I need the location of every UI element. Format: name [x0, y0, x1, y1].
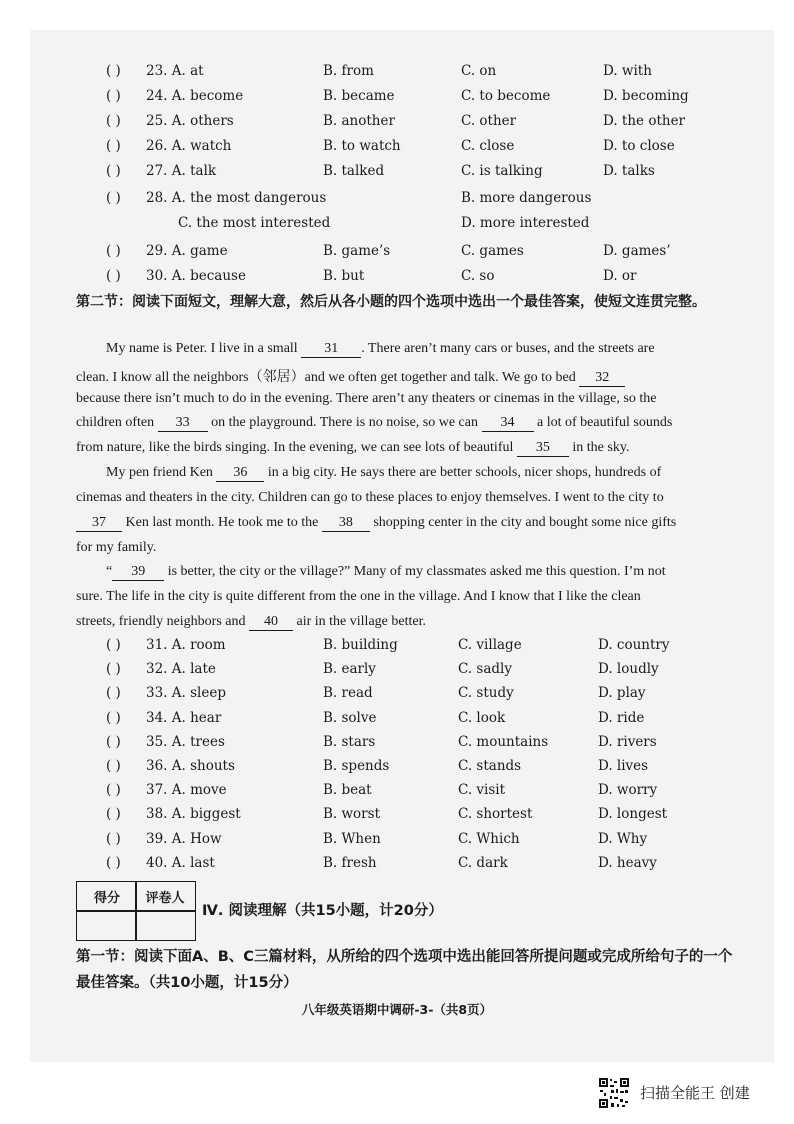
- option-a: 38. A. biggest: [146, 806, 241, 823]
- option-c: C. sadly: [458, 661, 512, 678]
- option-a: 40. A. last: [146, 854, 215, 871]
- option-c: C. village: [458, 637, 522, 653]
- text: “: [106, 564, 113, 579]
- option-a: 32. A. late: [146, 661, 216, 678]
- option-c: C. on: [461, 63, 497, 79]
- option-b: B. building: [323, 637, 398, 653]
- option-b: B. fresh: [323, 854, 377, 871]
- option-c: C. so: [461, 268, 495, 284]
- option-d: D. the other: [603, 113, 686, 129]
- answer-paren[interactable]: ( ): [106, 63, 121, 79]
- option-b: B. talked: [323, 163, 385, 179]
- text: sure. The life in the city is quite different from the one in the village. And I know that I like the clean: [76, 589, 641, 604]
- option-b: B. stars: [323, 733, 376, 750]
- option-b: B. to watch: [323, 138, 401, 154]
- option-d: D. lives: [598, 758, 649, 774]
- option-a: 29. A. game: [146, 243, 228, 259]
- option-b: B. another: [323, 113, 395, 129]
- answer-paren[interactable]: ( ): [106, 268, 121, 284]
- passage-line: [76, 515, 726, 532]
- option-a: 33. A. sleep: [146, 685, 226, 702]
- answer-paren[interactable]: ( ): [106, 806, 121, 823]
- option-d: D. Why: [598, 830, 648, 847]
- score-box-divider: [77, 910, 195, 912]
- text: in the sky.: [572, 440, 630, 455]
- grader-label: 评卷人: [145, 891, 185, 906]
- option-a: 39. A. How: [146, 830, 222, 847]
- blank-35: 35: [517, 440, 569, 457]
- option-c: C. is talking: [461, 163, 543, 179]
- option-d: D. ride: [598, 709, 645, 726]
- option-b: B. became: [323, 88, 395, 104]
- text: clean. I know all the neighbors（邻居）and we often get together and talk. We go to bed: [76, 370, 576, 385]
- text: streets, friendly neighbors and: [76, 614, 246, 629]
- text: children often: [76, 415, 155, 430]
- option-c: C. visit: [458, 782, 506, 799]
- option-d: D. with: [603, 63, 652, 79]
- answer-paren[interactable]: ( ): [106, 88, 121, 104]
- blank-36: 36: [216, 465, 264, 482]
- option-a: 27. A. talk: [146, 163, 217, 179]
- answer-paren[interactable]: ( ): [106, 637, 121, 653]
- passage-line: [76, 415, 726, 432]
- option-c: C. mountains: [458, 733, 549, 750]
- option-c: C. to become: [461, 88, 551, 104]
- option-a: 34. A. hear: [146, 709, 222, 726]
- blank-37: 37: [76, 515, 122, 532]
- passage-line: [76, 564, 726, 581]
- option-d: D. talks: [603, 163, 655, 179]
- option-c: C. other: [461, 113, 517, 129]
- option-a: 37. A. move: [146, 782, 227, 799]
- blank-38: 38: [322, 515, 370, 532]
- answer-paren[interactable]: ( ): [106, 243, 121, 259]
- option-d: D. to close: [603, 138, 675, 154]
- text: My name is Peter. I live in a small: [106, 341, 298, 356]
- text: a lot of beautiful sounds: [537, 415, 673, 430]
- score-box: [76, 881, 196, 941]
- blank-31: 31: [301, 341, 361, 358]
- option-c: C. study: [458, 685, 514, 702]
- answer-paren[interactable]: ( ): [106, 113, 121, 129]
- watermark-text: 扫描全能王 创建: [640, 1084, 750, 1102]
- option-a: 28. A. the most dangerous: [146, 190, 327, 206]
- answer-paren[interactable]: ( ): [106, 854, 121, 871]
- option-b: B. beat: [323, 782, 372, 799]
- option-a: 26. A. watch: [146, 138, 232, 154]
- option-b: B. game’s: [323, 243, 391, 259]
- option-b: B. but: [323, 268, 365, 284]
- option-d: D. play: [598, 685, 646, 702]
- option-d: D. becoming: [603, 88, 689, 104]
- text: shopping center in the city and bought some nice gifts: [373, 515, 677, 530]
- text: cinemas and theaters in the city. Children can go to these places to enjoy themselves. I went to the city to: [76, 490, 664, 505]
- option-a: 25. A. others: [146, 113, 234, 129]
- text: is better, the city or the village?” Many of my classmates asked me this question. I’m not: [167, 564, 666, 579]
- answer-paren[interactable]: ( ): [106, 661, 121, 678]
- option-d: D. heavy: [598, 854, 657, 871]
- passage-line: [76, 366, 726, 387]
- passage-line: [76, 540, 726, 556]
- text: . There aren’t many cars or buses, and the streets are: [361, 341, 655, 356]
- option-b: B. read: [323, 685, 373, 702]
- qr-code-icon: [598, 1077, 630, 1109]
- option-d: D. or: [603, 268, 637, 284]
- option-d: D. loudly: [598, 661, 659, 678]
- option-d: D. worry: [598, 782, 658, 799]
- option-c: C. close: [461, 138, 515, 154]
- option-c: C. look: [458, 709, 506, 726]
- option-c: C. games: [461, 243, 524, 259]
- passage-line: [76, 341, 726, 358]
- answer-paren[interactable]: ( ): [106, 138, 121, 154]
- passage-line: [76, 614, 726, 631]
- text: because there isn’t much to do in the evening. There aren’t any theaters or cinemas in the village, so the: [76, 391, 657, 406]
- option-b: B. from: [323, 63, 374, 79]
- passage-line: [76, 589, 726, 605]
- answer-paren[interactable]: ( ): [106, 163, 121, 179]
- answer-paren[interactable]: ( ): [106, 709, 121, 726]
- answer-paren[interactable]: ( ): [106, 685, 121, 702]
- option-b: B. early: [323, 661, 376, 678]
- passage-line: [76, 490, 726, 506]
- option-a: 35. A. trees: [146, 733, 225, 750]
- passage-line: [76, 465, 726, 482]
- option-c: C. shortest: [458, 806, 533, 823]
- option-a: 36. A. shouts: [146, 758, 235, 774]
- score-label: 得分: [93, 891, 120, 906]
- answer-paren[interactable]: ( ): [106, 782, 121, 799]
- option-c: C. stands: [458, 758, 522, 774]
- section2-heading: 第二节：阅读下面短文，理解大意，然后从各小题的四个选项中选出一个最佳答案，使短文连贯完整。: [76, 294, 706, 310]
- option-b: B. more dangerous: [461, 190, 592, 206]
- blank-34: 34: [482, 415, 534, 432]
- text: in a big city. He says there are better schools, nicer shops, hundreds of: [267, 465, 662, 480]
- option-c: C. Which: [458, 830, 520, 847]
- text: on the playground. There is no noise, so we can: [211, 415, 478, 430]
- option-b: B. When: [323, 830, 381, 847]
- text: air in the village better.: [296, 614, 426, 629]
- section4-subheading: 第一节：阅读下面A、B、C三篇材料，从所给的四个选项中选出能回答所提问题或完成所给句子的一个最佳答案。（共10小题，计15分）: [76, 949, 733, 991]
- option-a: 24. A. become: [146, 88, 244, 104]
- page-footer: 八年级英语期中调研-3-（共8页）: [301, 1002, 493, 1017]
- blank-32: 32: [579, 370, 625, 387]
- option-a: 31. A. room: [146, 637, 226, 653]
- option-b: B. spends: [323, 758, 390, 774]
- blank-39: 39: [112, 564, 164, 581]
- answer-paren[interactable]: ( ): [106, 190, 121, 206]
- text: for my family.: [76, 540, 157, 555]
- answer-paren[interactable]: ( ): [106, 830, 121, 847]
- option-d: D. rivers: [598, 733, 657, 750]
- answer-paren[interactable]: ( ): [106, 758, 121, 774]
- option-a: 30. A. because: [146, 268, 246, 284]
- blank-40: 40: [249, 614, 293, 631]
- option-d: D. longest: [598, 806, 668, 823]
- text: from nature, like the birds singing. In the evening, we can see lots of beautiful: [76, 440, 514, 455]
- blank-33: 33: [158, 415, 208, 432]
- answer-paren[interactable]: ( ): [106, 733, 121, 750]
- option-d: D. games’: [603, 243, 671, 259]
- option-b: B. solve: [323, 709, 377, 726]
- passage-line: [76, 440, 726, 457]
- option-c: C. the most interested: [178, 215, 331, 231]
- option-d: D. more interested: [461, 215, 590, 231]
- option-b: B. worst: [323, 806, 380, 823]
- text: My pen friend Ken: [106, 465, 213, 480]
- option-a: 23. A. at: [146, 63, 204, 79]
- text: Ken last month. He took me to the: [125, 515, 319, 530]
- passage-line: [76, 391, 726, 407]
- section4-title: Ⅳ. 阅读理解（共15小题，计20分）: [202, 903, 443, 919]
- option-c: C. dark: [458, 854, 508, 871]
- option-d: D. country: [598, 637, 670, 653]
